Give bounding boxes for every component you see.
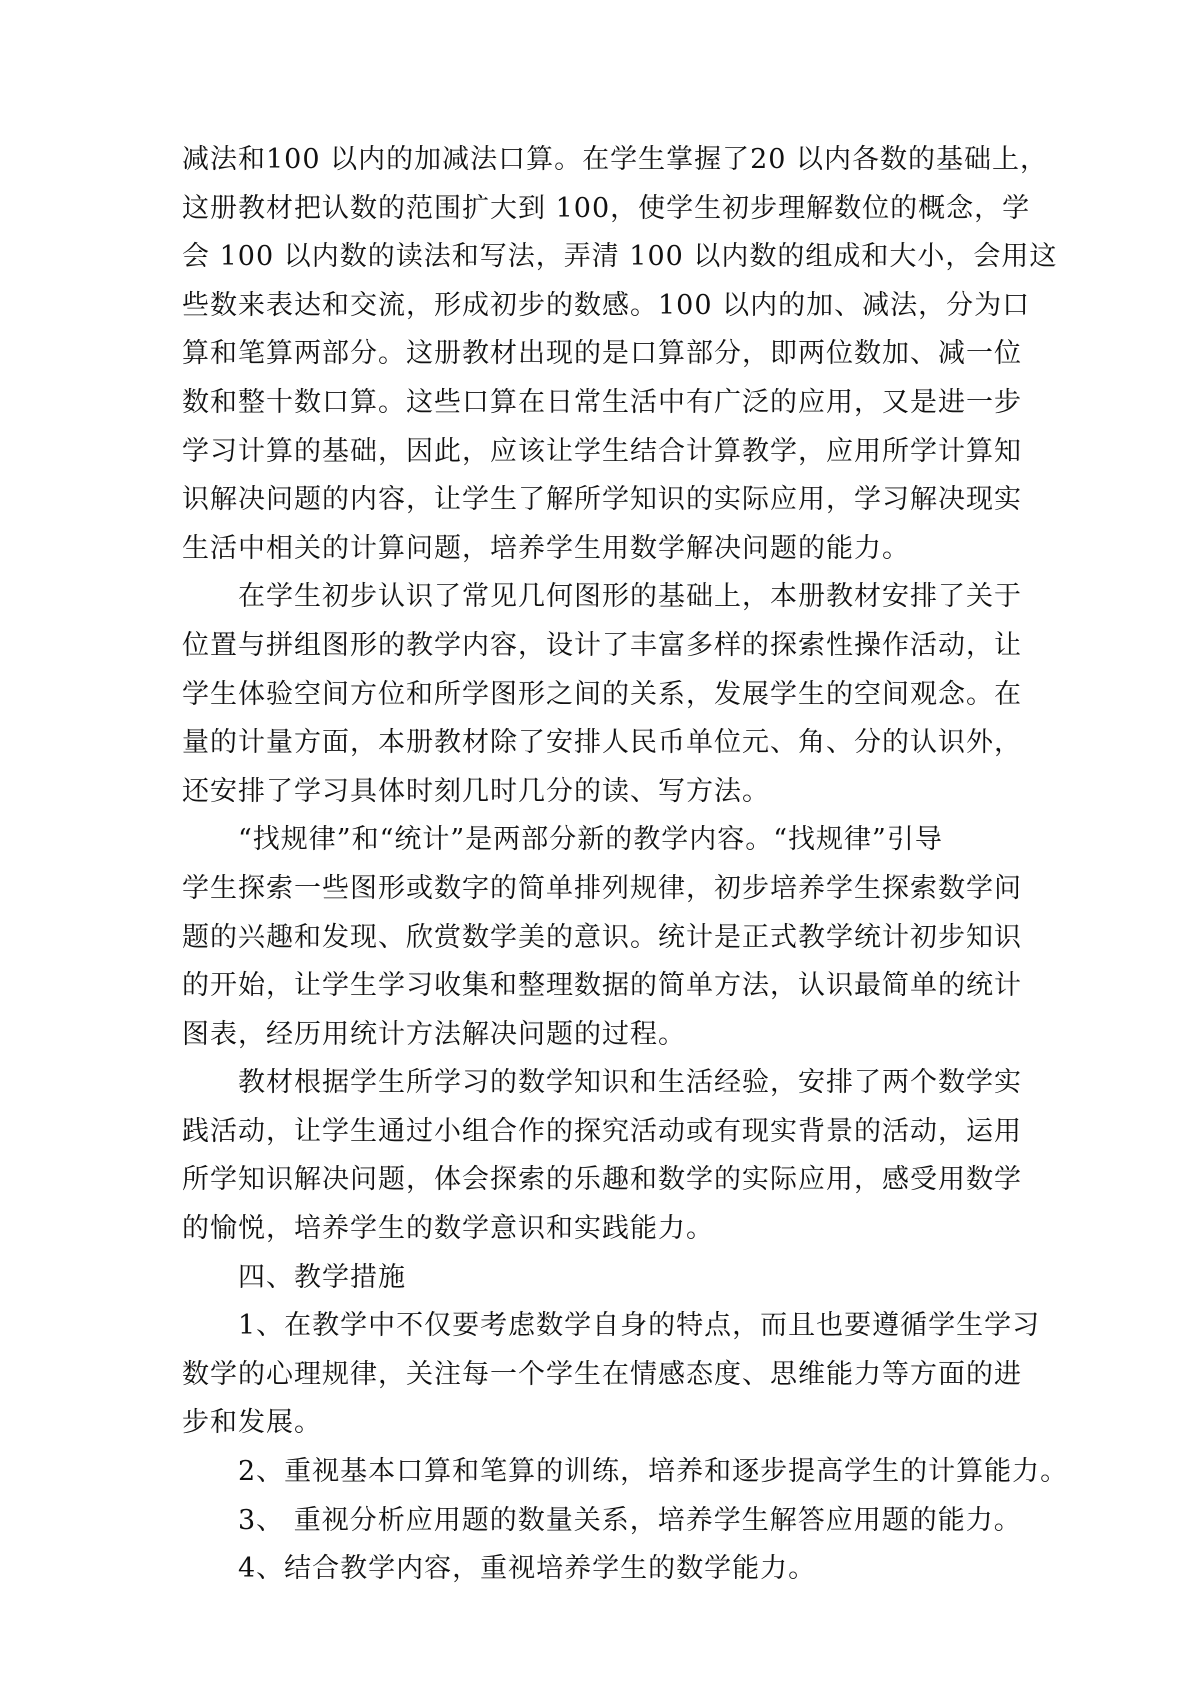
text-line: 所学知识解决问题，体会探索的乐趣和数学的实际应用，感受用数学 <box>182 1164 1022 1196</box>
document-body <box>182 136 1069 1594</box>
text-line: 些数来表达和交流，形成初步的数感。100 以内的加、减法，分为口 <box>182 289 1031 321</box>
paragraph-start-line: 教材根据学生所学习的数学知识和生活经验，安排了两个数学实 <box>238 1067 1022 1099</box>
text-line: 践活动，让学生通过小组合作的探究活动或有现实背景的活动，运用 <box>182 1115 1022 1147</box>
text-line: 数学的心理规律，关注每一个学生在情感态度、思维能力等方面的进 <box>182 1358 1022 1390</box>
text-line: 还安排了学习具体时刻几时几分的读、写方法。 <box>182 775 770 807</box>
text-line: 会 100 以内数的读法和写法，弄清 100 以内数的组成和大小，会用这 <box>182 241 1058 273</box>
text-line: 步和发展。 <box>182 1407 322 1439</box>
list-item-start-line: 4、结合教学内容，重视培养学生的数学能力。 <box>238 1553 817 1585</box>
text-line: 的愉悦，培养学生的数学意识和实践能力。 <box>182 1213 714 1245</box>
text-line: 学习计算的基础，因此，应该让学生结合计算教学，应用所学计算知 <box>182 435 1022 467</box>
text-line: 生活中相关的计算问题，培养学生用数学解决问题的能力。 <box>182 532 910 564</box>
text-line: 算和笔算两部分。这册教材出现的是口算部分，即两位数加、减一位 <box>182 338 1022 370</box>
text-line: 的开始，让学生学习收集和整理数据的简单方法，认识最简单的统计 <box>182 970 1022 1002</box>
list-item-start-line: 3、 重视分析应用题的数量关系，培养学生解答应用题的能力。 <box>238 1504 1022 1536</box>
text-line: 量的计量方面，本册教材除了安排人民币单位元、角、分的认识外， <box>182 727 1022 759</box>
text-line: 学生体验空间方位和所学图形之间的关系，发展学生的空间观念。在 <box>182 678 1022 710</box>
text-line: 数和整十数口算。这些口算在日常生活中有广泛的应用，又是进一步 <box>182 386 1022 418</box>
text-line: 这册教材把认数的范围扩大到 100，使学生初步理解数位的概念，学 <box>182 192 1031 224</box>
paragraph-start-line: 在学生初步认识了常见几何图形的基础上，本册教材安排了关于 <box>238 581 1022 613</box>
section-heading: 四、教学措施 <box>238 1261 406 1293</box>
list-item-start-line: 1、在教学中不仅要考虑数学自身的特点，而且也要遵循学生学习 <box>238 1310 1041 1342</box>
paragraph-start-line: “找规律”和“统计”是两部分新的教学内容。“找规律”引导 <box>238 824 943 856</box>
text-line: 减法和100 以内的加减法口算。在学生掌握了20 以内各数的基础上， <box>182 144 1049 175</box>
text-line: 图表，经历用统计方法解决问题的过程。 <box>182 1018 686 1050</box>
text-line: 学生探索一些图形或数字的简单排列规律，初步培养学生探索数学问 <box>182 872 1022 904</box>
text-line: 题的兴趣和发现、欣赏数学美的意识。统计是正式教学统计初步知识 <box>182 921 1022 953</box>
list-item-start-line: 2、重视基本口算和笔算的训练，培养和逐步提高学生的计算能力。 <box>238 1456 1069 1488</box>
text-line: 识解决问题的内容，让学生了解所学知识的实际应用，学习解决现实 <box>182 484 1022 516</box>
text-line: 位置与拼组图形的教学内容，设计了丰富多样的探索性操作活动，让 <box>182 629 1022 661</box>
